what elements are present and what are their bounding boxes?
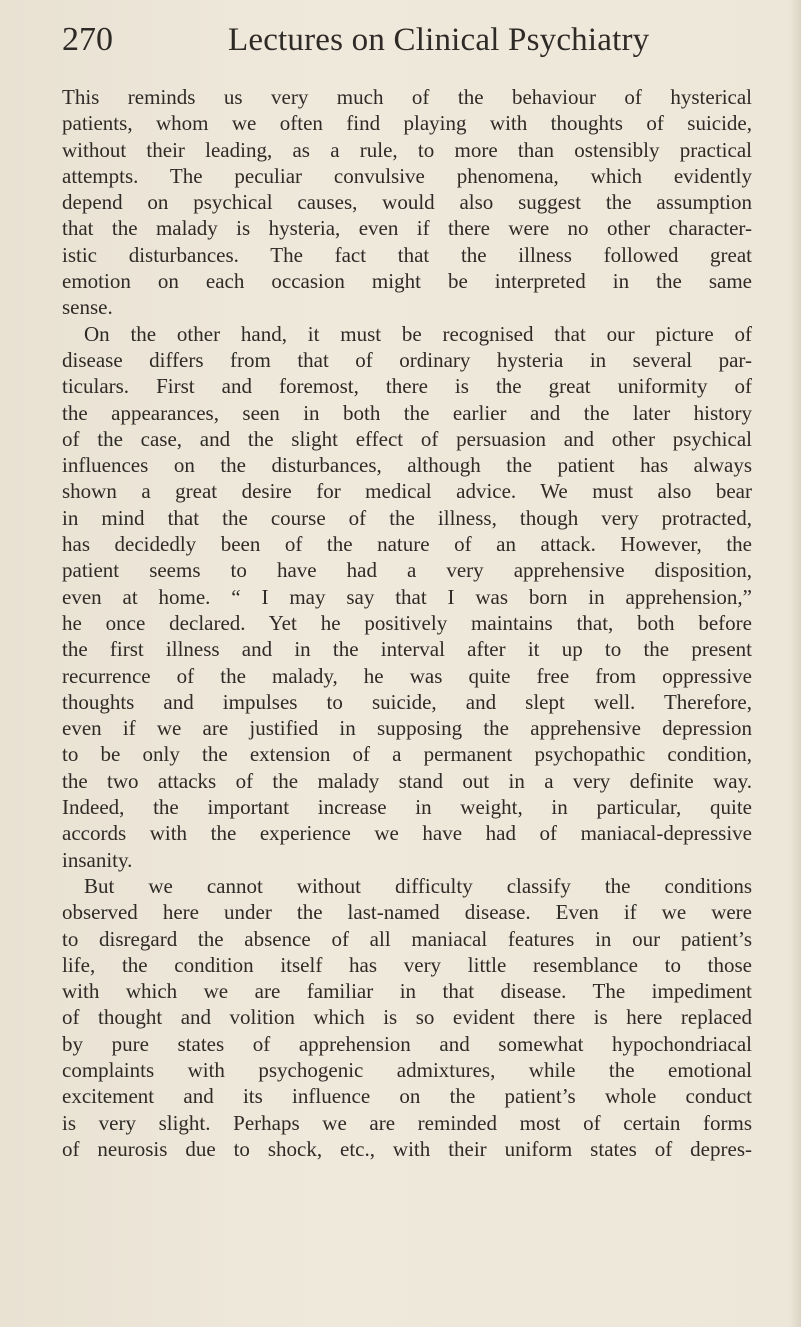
text-line: ticulars. First and foremost, there is the great uniformity of [62, 374, 752, 399]
text-line: the first illness and in the interval after it up to the present [62, 637, 752, 662]
text-line: disease differs from that of ordinary hysteria in several par- [62, 347, 752, 372]
text-line: by pure states of apprehension and somewhat hypochondriacal [62, 1031, 752, 1056]
text-line: Indeed, the important increase in weight, in particular, quite [62, 795, 752, 820]
text-line: he once declared. Yet he positively maintains that, both before [62, 610, 752, 635]
text-line: to be only the extension of a permanent psychopathic condition, [62, 742, 752, 767]
paragraph [62, 84, 752, 321]
text-line: in mind that the course of the illness, though very protracted, [62, 505, 752, 530]
text-line: shown a great desire for medical advice. We must also bear [62, 479, 752, 504]
text-line: without their leading, as a rule, to more than ostensibly practical [62, 137, 752, 162]
text-line: is very slight. Perhaps we are reminded most of certain forms [62, 1110, 752, 1135]
text-line: recurrence of the malady, he was quite free from oppressive [62, 663, 752, 688]
page-edge-shadow [789, 0, 801, 1327]
text-line: But we cannot without difficulty classify the conditions [84, 873, 752, 898]
text-line: attempts. The peculiar convulsive phenomena, which evidently [62, 163, 752, 188]
text-line: has decidedly been of the nature of an attack. However, the [62, 532, 752, 557]
page-header [62, 10, 752, 70]
text-line: excitement and its influence on the patient’s whole conduct [62, 1084, 752, 1109]
text-line: patients, whom we often find playing with thoughts of suicide, [62, 111, 752, 136]
text-line: This reminds us very much of the behaviour of hysterical [62, 85, 752, 109]
text-line: insanity. [62, 847, 133, 872]
text-line: accords with the experience we have had of maniacal-depressive [62, 821, 752, 846]
text-line: influences on the disturbances, although the patient has always [62, 453, 752, 478]
paragraph [62, 873, 752, 1162]
text-line: observed here under the last-named disease. Even if we were [62, 900, 752, 925]
text-line: life, the condition itself has very little resemblance to those [62, 952, 752, 977]
text-line: istic disturbances. The fact that the illness followed great [62, 242, 752, 267]
text-line: thoughts and impulses to suicide, and slept well. Therefore, [62, 689, 752, 714]
text-line: even if we are justified in supposing the apprehensive depression [62, 716, 752, 741]
text-line: emotion on each occasion might be interpreted in the same [62, 269, 752, 294]
text-line: depend on psychical causes, would also suggest the assumption [62, 190, 752, 215]
paragraph [62, 321, 752, 873]
text-line: patient seems to have had a very apprehensive disposition, [62, 558, 752, 583]
text-line: the two attacks of the malady stand out in a very definite way. [62, 768, 752, 793]
text-line: to disregard the absence of all maniacal features in our patient’s [62, 926, 752, 951]
text-line: even at home. “ I may say that I was born in apprehension,” [62, 584, 752, 609]
text-line: the appearances, seen in both the earlier and the later history [62, 400, 752, 425]
body-text [62, 84, 752, 1162]
text-line: of the case, and the slight effect of persuasion and other psychical [62, 426, 752, 451]
text-line: with which we are familiar in that disease. The impediment [62, 979, 752, 1004]
text-line: On the other hand, it must be recognised that our picture of [84, 321, 752, 346]
text-line: sense. [62, 295, 113, 320]
text-line: of thought and volition which is so evident there is here replaced [62, 1005, 752, 1030]
running-head: Lectures on Clinical Psychiatry [228, 22, 650, 58]
page-number: 270 [62, 21, 113, 58]
text-line: that the malady is hysteria, even if there were no other character- [62, 216, 752, 241]
text-line: of neurosis due to shock, etc., with their uniform states of depres- [62, 1136, 752, 1161]
text-line: complaints with psychogenic admixtures, while the emotional [62, 1057, 752, 1082]
